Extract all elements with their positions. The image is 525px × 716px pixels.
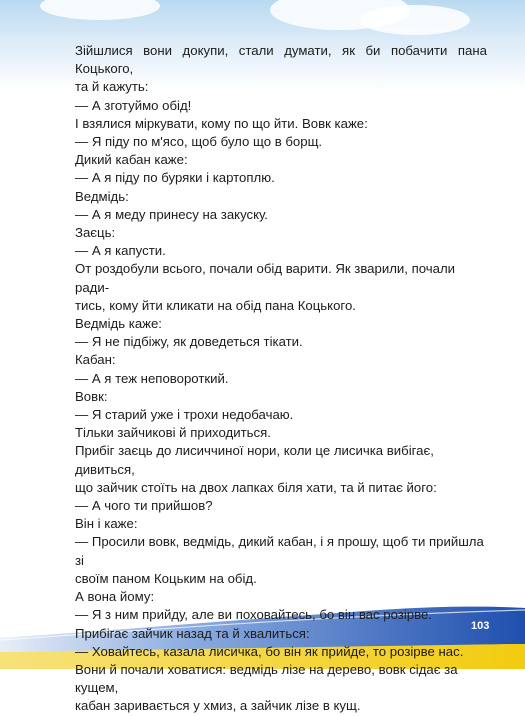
story-line: — А зготуймо обід!: [75, 97, 192, 113]
story-line: — А я теж неповороткий.: [75, 370, 229, 386]
story-line: От роздобули всього, почали обід варити. Як зварили, почали ради-: [75, 261, 456, 295]
story-line: Зійшлися вони докупи, стали думати, як би побачити пана Коцького,: [75, 43, 487, 77]
story-line: Він і каже:: [75, 516, 138, 532]
cloud-shape: [360, 5, 470, 35]
story-line: — Я старий уже і трохи недобачаю.: [75, 407, 294, 423]
story-line: — Я піду по м'ясо, щоб було що в борщ.: [75, 134, 323, 150]
story-line: Прибіг заєць до лисиччиної нори, коли це лисичка вибігає, дивиться,: [75, 443, 434, 477]
story-line: — А чого ти прийшов?: [75, 498, 213, 514]
story-line: тись, кому йти кликати на обід пана Коцького.: [75, 297, 356, 313]
story-line: своїм паном Коцьким на обід.: [75, 570, 257, 586]
story-line: Вовк:: [75, 388, 108, 404]
story-text: [75, 42, 490, 716]
story-line: — А я піду по буряки і картоплю.: [75, 170, 275, 186]
story-line: Ведмідь:: [75, 188, 129, 204]
story-line: Прибігає зайчик назад та й хвалиться:: [75, 625, 310, 641]
story-line: кабан заривається у хмиз, а зайчик лізе в кущ.: [75, 698, 361, 714]
story-line: І взялися міркувати, кому по що йти. Вовк каже:: [75, 115, 368, 131]
story-line: — Ховайтесь, казала лисичка, бо він як прийде, то розірве нас.: [75, 643, 464, 659]
story-line: Кабан:: [75, 352, 116, 368]
story-line: А вона йому:: [75, 589, 155, 605]
story-line: — Я не підбіжу, як доведеться тікати.: [75, 334, 303, 350]
story-line: що зайчик стоїть на двох лапках біля хати, та й питає його:: [75, 479, 437, 495]
story-line: — Я з ним прийду, але ви поховайтесь, бо він вас розірве.: [75, 607, 432, 623]
story-line: — Просили вовк, ведмідь, дикий кабан, і я прошу, щоб ти прийшла зі: [75, 534, 484, 568]
story-line: Вони й почали ховатися: ведмідь лізе на дерево, вовк сідає за кущем,: [75, 661, 458, 696]
story-line: — А я капусти.: [75, 243, 166, 259]
story-line: та й кажуть:: [75, 79, 149, 95]
cloud-shape: [40, 0, 160, 20]
story-line: Тільки зайчикові й приходиться.: [75, 425, 271, 441]
story-line: Ведмідь каже:: [75, 316, 162, 332]
page-number: 103: [471, 620, 490, 632]
story-line: Дикий кабан каже:: [75, 152, 188, 168]
story-line: — А я меду принесу на закуску.: [75, 206, 268, 222]
story-line: Заєць:: [75, 225, 116, 241]
